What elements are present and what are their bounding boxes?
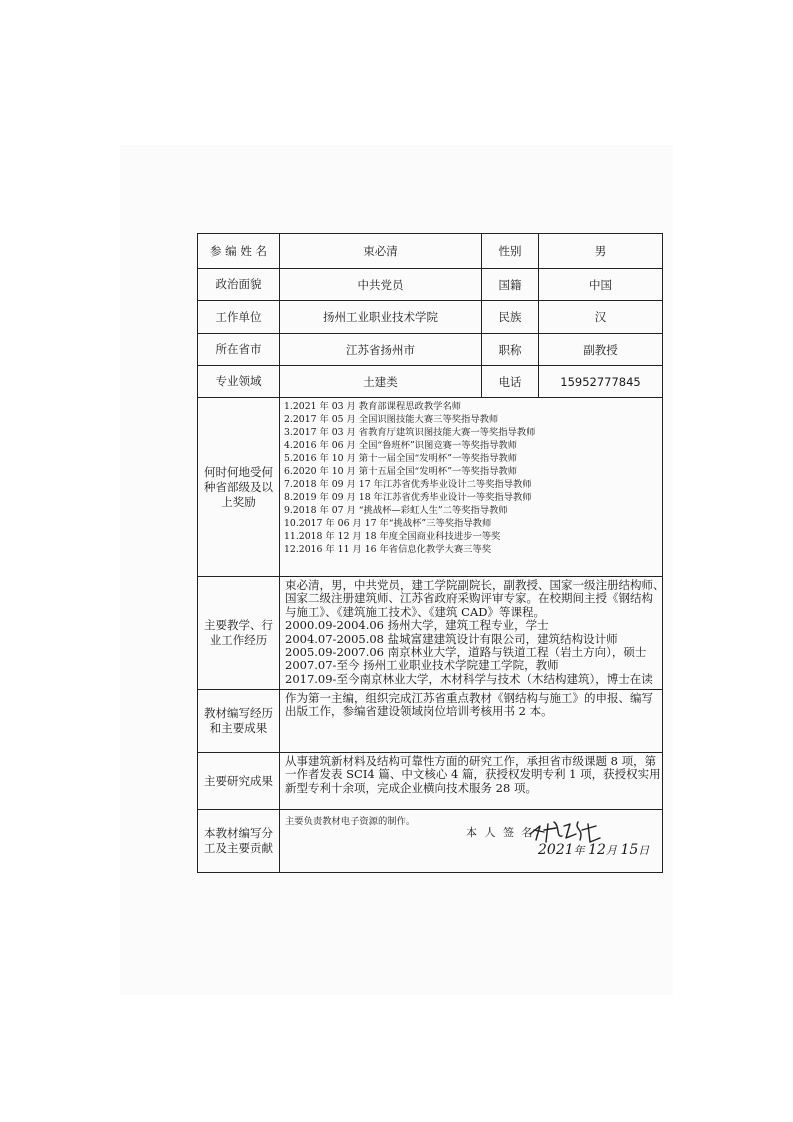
- award-item: 6.2020 年 10 月 第十五届全国“发明杯”一等奖指导教师: [284, 466, 518, 477]
- field-label: 专业领域: [198, 366, 280, 398]
- row-textbook: [198, 690, 663, 753]
- division-label: 本教材编写分工及主要贡献: [198, 810, 280, 873]
- row-field: [198, 366, 663, 398]
- ethnicity-value: 汉: [539, 301, 663, 334]
- award-item: 5.2016 年 10 月 第十一届全国“发明杯”一等奖指导教师: [284, 453, 518, 464]
- name-value: 束必清: [280, 234, 482, 269]
- textbook-line: 作为第一主编，组织完成江苏省重点教材《钢结构与施工》的申报、编写: [285, 691, 653, 705]
- title-label: 职称: [482, 334, 539, 366]
- row-experience: [198, 577, 663, 690]
- research-line: 一作者发表 SCI4 篇、中文核心 4 篇，获授权发明专利 1 项，获授权实用: [285, 767, 661, 782]
- award-item: 7.2018 年 09 月 17 年江苏省优秀毕业设计二等奖指导教师: [284, 479, 532, 490]
- experience-line: 2004.07-2005.08 盐城富建建筑设计有限公司，建筑结构设计师: [285, 631, 618, 646]
- row-politics: [198, 269, 663, 301]
- date-day: 15: [620, 842, 639, 858]
- phone-label: 电话: [482, 366, 539, 398]
- award-item: 3.2017 年 03 月 省教育厅建筑识图技能大赛一等奖指导教师: [284, 427, 536, 438]
- name-label: 参 编 姓 名: [198, 234, 280, 269]
- row-employer: [198, 301, 663, 334]
- award-item: 12.2016 年 11 月 16 年省信息化教学大赛三等奖: [284, 544, 492, 555]
- experience-line: 2005.09-2007.06 南京林业大学，道路与铁道工程（岩土方向），硕士: [285, 645, 647, 660]
- date-month: 12: [588, 842, 606, 858]
- row-research: [198, 753, 663, 810]
- award-item: 9.2018 年 07 月 “挑战杯—彩虹人生”二等奖指导教师: [284, 505, 508, 516]
- province-label: 所在省市: [198, 334, 280, 366]
- textbook-line: 出版工作，参编省建设领域岗位培训考核用书 2 本。: [285, 704, 553, 719]
- gender-label: 性别: [482, 234, 539, 269]
- awards-label: 何时何地受何种省部级及以上奖励: [198, 398, 280, 577]
- date-day-unit: 日: [638, 844, 650, 857]
- row-name: [198, 234, 663, 269]
- ethnicity-label: 民族: [482, 301, 539, 334]
- experience-line: 与施工》、《建筑施工技术》、《建筑 CAD》等课程。: [285, 604, 545, 619]
- division-cell: [280, 810, 663, 873]
- nationality-value: 中国: [539, 269, 663, 301]
- award-item: 10.2017 年 06 月 17 年“挑战杯”三等奖指导教师: [284, 518, 492, 529]
- phone-value: 15952777845: [539, 366, 663, 398]
- employer-value: 扬州工业职业技术学院: [280, 301, 482, 334]
- research-text: [280, 753, 663, 810]
- research-line: 从事建筑新材料及结构可靠性方面的研究工作，承担省市级课题 8 项，第: [285, 754, 657, 768]
- employer-label: 工作单位: [198, 301, 280, 334]
- nationality-label: 国籍: [482, 269, 539, 301]
- textbook-label: 教材编写经历和主要成果: [198, 690, 280, 753]
- research-label: 主要研究成果: [198, 753, 280, 810]
- signature-label: 本 人 签 名：: [466, 826, 548, 839]
- award-item: 1.2021 年 03 月 教育部课程思政教学名师: [284, 401, 462, 412]
- row-province: [198, 334, 663, 366]
- gender-value: 男: [539, 234, 663, 269]
- division-text: 主要负责教材电子资源的制作。: [285, 816, 416, 827]
- date-year-unit: 年: [573, 844, 585, 857]
- experience-line: 2017.09-至今南京林业大学，木材科学与技术（木结构建筑），博士在读: [285, 671, 653, 686]
- signature-date: [538, 842, 649, 858]
- experience-text: [280, 577, 663, 690]
- award-item: 8.2019 年 09 月 18 年江苏省优秀毕业设计一等奖指导教师: [284, 492, 532, 503]
- province-value: 江苏省扬州市: [280, 334, 482, 366]
- title-value: 副教授: [539, 334, 663, 366]
- signature-area: [280, 810, 662, 866]
- award-item: 2.2017 年 05 月 全国识图技能大赛三等奖指导教师: [284, 414, 499, 425]
- award-item: 11.2018 年 12 月 18 年度全国商业科技进步一等奖: [284, 531, 501, 542]
- awards-list: [280, 398, 663, 577]
- research-line: 新型专利十余项，完成企业横向技术服务 28 项。: [285, 780, 537, 795]
- award-item: 4.2016 年 06 月 全国“鲁班杯”识图竞赛一等奖指导教师: [284, 440, 518, 451]
- experience-line: 2000.09-2004.06 扬州大学，建筑工程专业，学士: [285, 618, 549, 633]
- date-year: 2021: [538, 842, 574, 858]
- experience-line: 束必清，男，中共党员，建工学院副院长，副教授、国家一级注册结构师、: [285, 578, 665, 592]
- experience-line: 2007.07-至今 扬州工业职业技术学院建工学院，教师: [285, 658, 559, 673]
- politics-label: 政治面貌: [198, 269, 280, 301]
- date-month-unit: 月: [605, 844, 617, 857]
- experience-line: 国家二级注册建筑师、江苏省政府采购评审专家。在校期间主授《钢结构: [285, 591, 653, 606]
- politics-value: 中共党员: [280, 269, 482, 301]
- row-awards: [198, 398, 663, 577]
- experience-label: 主要教学、行业工作经历: [198, 577, 280, 690]
- info-form-table: [197, 233, 663, 873]
- textbook-text: [280, 690, 663, 753]
- field-value: 土建类: [280, 366, 482, 398]
- row-division: [198, 810, 663, 873]
